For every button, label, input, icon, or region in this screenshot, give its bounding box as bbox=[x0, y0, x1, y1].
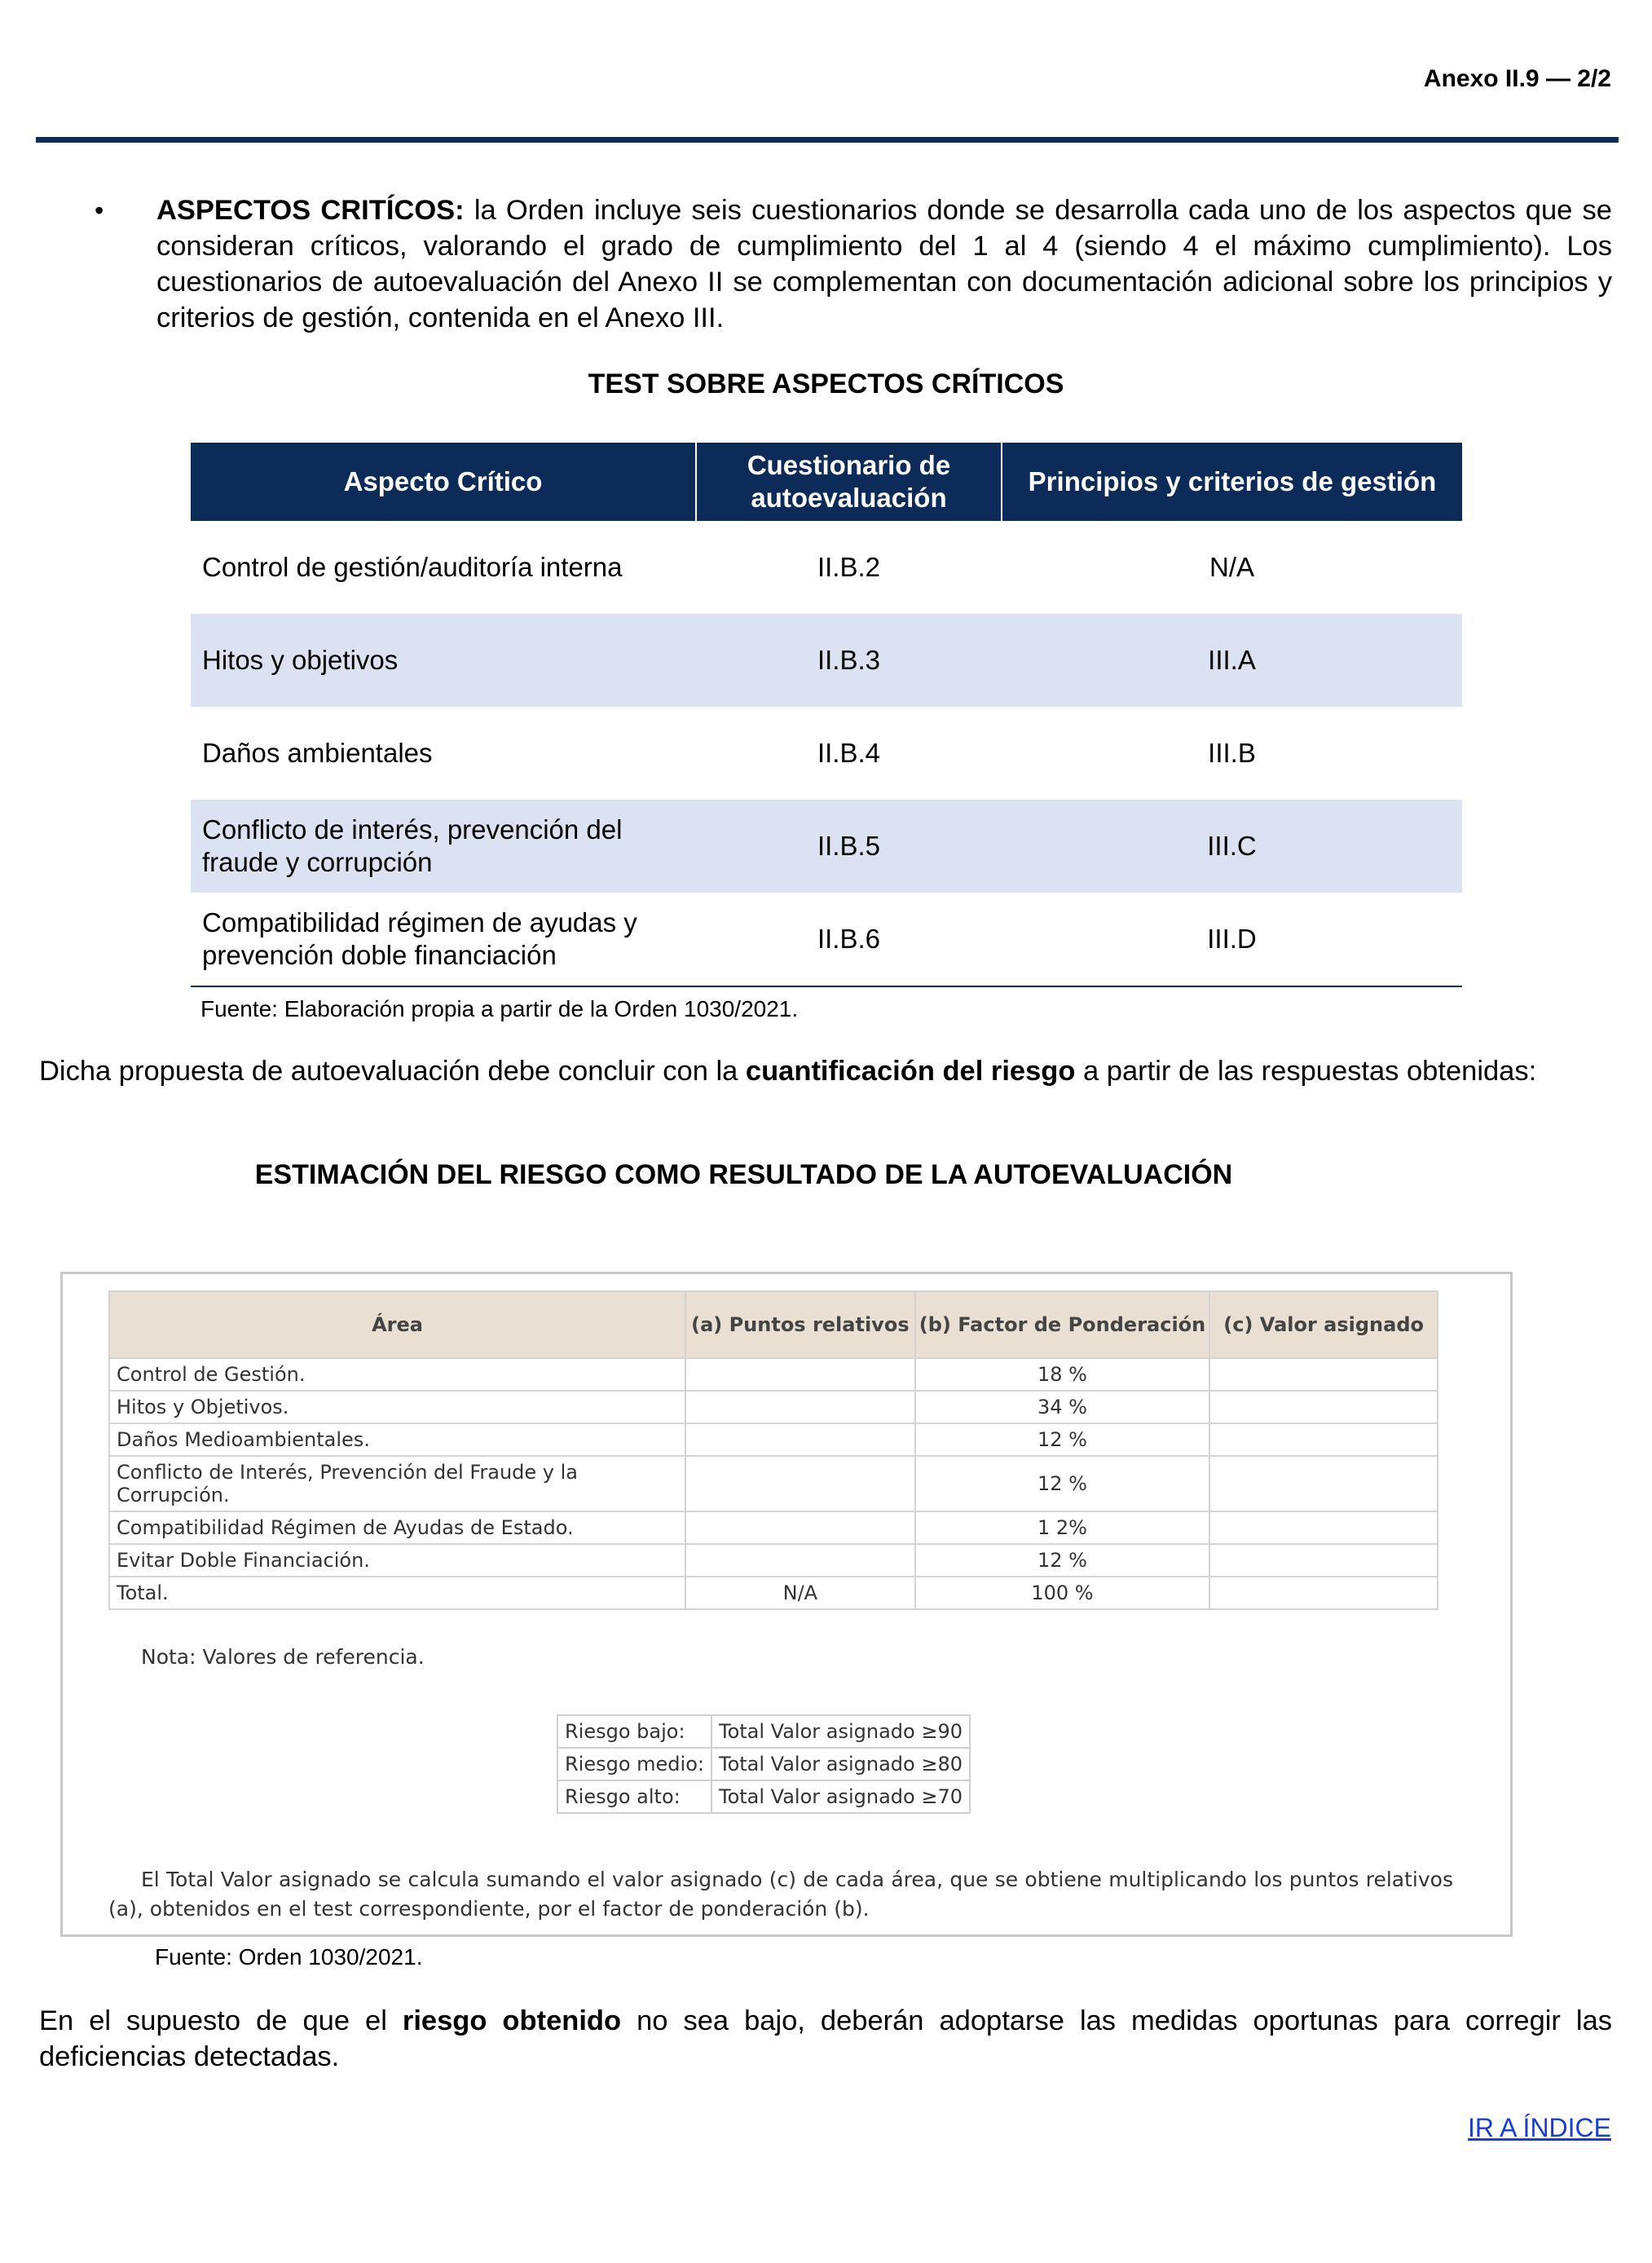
risk-level-threshold: Total Valor asignado ≥70 bbox=[711, 1780, 970, 1813]
paragraph-text: a partir de las respuestas obtenidas: bbox=[1075, 1056, 1537, 1087]
table-cell: 18 % bbox=[915, 1358, 1210, 1391]
test-table-source: Fuente: Elaboración propia a partir de la Orden 1030/2021. bbox=[200, 996, 799, 1021]
table-cell: 12 % bbox=[915, 1544, 1210, 1577]
column-header: (a) Puntos relativos bbox=[685, 1291, 915, 1358]
paragraph-emphasis: cuantificación del riesgo bbox=[745, 1056, 1076, 1087]
table-cell: III.A bbox=[1002, 614, 1462, 707]
column-header: (b) Factor de Ponderación bbox=[915, 1291, 1210, 1358]
risk-level-threshold: Total Valor asignado ≥80 bbox=[711, 1748, 970, 1780]
table-cell: Daños Medioambientales. bbox=[109, 1423, 685, 1456]
table-cell bbox=[685, 1456, 915, 1511]
table-cell: II.B.6 bbox=[696, 893, 1002, 986]
table-cell: 12 % bbox=[915, 1423, 1210, 1456]
risk-estimation-source: Fuente: Orden 1030/2021. bbox=[155, 1944, 423, 1970]
table-row bbox=[191, 521, 1462, 614]
header-divider bbox=[36, 137, 1619, 143]
table-row bbox=[109, 1423, 1438, 1456]
risk-level-label: Riesgo alto: bbox=[557, 1780, 711, 1813]
table-cell bbox=[1209, 1358, 1438, 1391]
table-cell: Evitar Doble Financiación. bbox=[109, 1544, 685, 1577]
risk-level-threshold: Total Valor asignado ≥90 bbox=[711, 1715, 970, 1748]
table-cell bbox=[1209, 1577, 1438, 1609]
critical-aspects-table bbox=[191, 443, 1462, 987]
index-link[interactable]: IR A ÍNDICE bbox=[1467, 2113, 1611, 2142]
column-header: Aspecto Crítico bbox=[191, 443, 696, 521]
table-cell: Compatibilidad Régimen de Ayudas de Estado. bbox=[109, 1511, 685, 1544]
reference-note: Nota: Valores de referencia. bbox=[141, 1645, 425, 1669]
table-cell: III.D bbox=[1002, 893, 1462, 986]
table-cell: III.B bbox=[1208, 738, 1256, 768]
table-cell: N/A bbox=[685, 1577, 915, 1609]
table-cell: II.B.4 bbox=[817, 738, 881, 768]
table-cell: Compatibilidad régimen de ayudas y prevención doble financiación bbox=[191, 893, 696, 986]
paragraph-emphasis: riesgo obtenido bbox=[402, 2005, 622, 2036]
table-header-row bbox=[109, 1291, 1438, 1358]
column-header: Principios y criterios de gestión bbox=[1002, 443, 1462, 521]
table-row bbox=[557, 1748, 970, 1780]
critical-aspects-paragraph bbox=[156, 192, 1612, 336]
risk-weighting-table bbox=[108, 1290, 1438, 1610]
table-cell bbox=[685, 1423, 915, 1456]
table-row bbox=[191, 614, 1462, 707]
table-header-row bbox=[191, 443, 1462, 521]
table-cell bbox=[1209, 1511, 1438, 1544]
table-cell: Total. bbox=[109, 1577, 685, 1609]
paragraph-text: Dicha propuesta de autoevaluación debe concluir con la bbox=[39, 1056, 746, 1087]
table-row bbox=[109, 1511, 1438, 1544]
critical-aspects-lead: ASPECTOS CRITÍCOS: bbox=[156, 195, 465, 226]
table-row bbox=[109, 1577, 1438, 1609]
table-cell: Conflicto de Interés, Prevención del Fraude y la Corrupción. bbox=[109, 1456, 685, 1511]
table-row bbox=[109, 1544, 1438, 1577]
table-cell: II.B.3 bbox=[696, 614, 1002, 707]
column-header: Área bbox=[109, 1291, 685, 1358]
table-cell bbox=[1209, 1456, 1438, 1511]
test-table-title: TEST SOBRE ASPECTOS CRÍTICOS bbox=[588, 368, 1064, 399]
table-cell: III.C bbox=[1002, 800, 1462, 893]
table-cell: 34 % bbox=[915, 1391, 1210, 1423]
annex-page-label: Anexo II.9 — 2/2 bbox=[1423, 65, 1611, 92]
table-cell: 12 % bbox=[915, 1456, 1210, 1511]
table-cell bbox=[1209, 1423, 1438, 1456]
table-cell: II.B.2 bbox=[817, 552, 881, 582]
table-cell: 100 % bbox=[915, 1577, 1210, 1609]
risk-outcome-paragraph bbox=[39, 2003, 1612, 2075]
table-row bbox=[557, 1780, 970, 1813]
table-row bbox=[191, 800, 1462, 893]
column-header: (c) Valor asignado bbox=[1209, 1291, 1438, 1358]
risk-levels-table bbox=[557, 1714, 971, 1814]
table-cell: N/A bbox=[1209, 552, 1254, 582]
table-cell: Daños ambientales bbox=[202, 738, 433, 768]
critical-aspects-text: la Orden incluye seis cuestionarios donde se desarrolla cada uno de los aspectos que se consideran críticos, valorando el grado de cumplimiento del 1 al 4 (siendo 4 el máximo cumplimiento). Los cuestionarios de autoevaluación del Anexo II se complementan con documentación adicional sobre los principios y criterios de gestión, contenida en el Anexo III. bbox=[156, 195, 1612, 333]
table-cell: Conflicto de interés, prevención del fraude y corrupción bbox=[191, 800, 696, 893]
bullet-marker: • bbox=[95, 196, 104, 225]
table-cell: Hitos y Objetivos. bbox=[109, 1391, 685, 1423]
risk-estimation-figure bbox=[60, 1272, 1513, 1937]
table-cell bbox=[685, 1544, 915, 1577]
table-cell: Hitos y objetivos bbox=[191, 614, 696, 707]
paragraph-text: no sea bajo, deberán adoptarse las medidas oportunas para corregir las deficiencias detectadas. bbox=[39, 2005, 1613, 2072]
table-cell: II.B.5 bbox=[696, 800, 1002, 893]
table-cell: 1 2% bbox=[915, 1511, 1210, 1544]
quantification-paragraph bbox=[39, 1053, 1612, 1089]
table-cell: Control de Gestión. bbox=[109, 1358, 685, 1391]
table-cell bbox=[685, 1511, 915, 1544]
calculation-note: El Total Valor asignado se calcula sumando el valor asignado (c) de cada área, que se obtiene multiplicando los puntos relativos (a), obtenidos en el test correspondiente, por el factor de ponderación (b). bbox=[108, 1868, 1453, 1921]
table-cell bbox=[1209, 1391, 1438, 1423]
risk-level-label: Riesgo bajo: bbox=[557, 1715, 711, 1748]
table-row bbox=[191, 707, 1462, 800]
table-cell bbox=[685, 1358, 915, 1391]
table-row bbox=[191, 893, 1462, 986]
risk-estimation-title: ESTIMACIÓN DEL RIESGO COMO RESULTADO DE LA AUTOEVALUACIÓN bbox=[254, 1159, 1233, 1190]
table-row bbox=[109, 1456, 1438, 1511]
table-cell: Control de gestión/auditoría interna bbox=[202, 552, 623, 582]
table-row bbox=[109, 1391, 1438, 1423]
table-cell bbox=[685, 1391, 915, 1423]
risk-level-label: Riesgo medio: bbox=[557, 1748, 711, 1780]
table-cell bbox=[1209, 1544, 1438, 1577]
column-header: Cuestionario de autoevaluación bbox=[696, 443, 1002, 521]
table-row bbox=[109, 1358, 1438, 1391]
table-row bbox=[557, 1715, 970, 1748]
paragraph-text: En el supuesto de que el bbox=[39, 2005, 403, 2036]
